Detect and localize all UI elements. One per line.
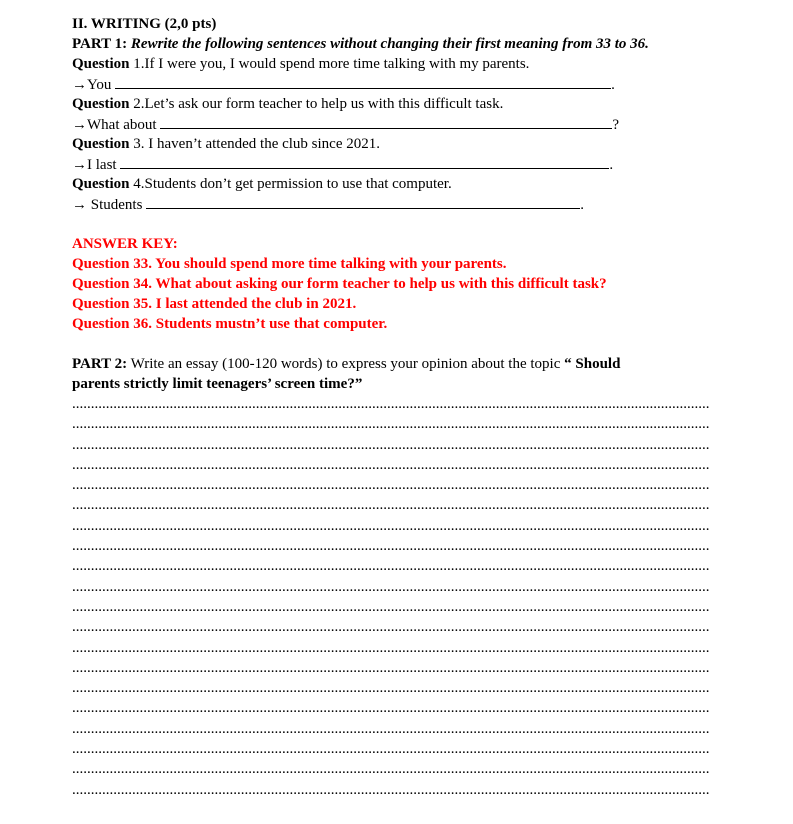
question-text: 2.Let’s ask our form teacher to help us with this difficult task.: [133, 96, 504, 112]
essay-dotted-line[interactable]: ..........................................................................................................................................................................: [72, 639, 710, 656]
essay-dotted-line[interactable]: ..........................................................................................................................................................................: [72, 578, 710, 595]
answer-prompt: →What about: [72, 117, 157, 133]
question-text: 3. I haven’t attended the club since 2021.: [133, 136, 380, 152]
essay-dotted-line[interactable]: ..........................................................................................................................................................................: [72, 416, 710, 433]
answer-blank[interactable]: [115, 74, 611, 89]
part1-heading: [72, 34, 752, 54]
answer-blank[interactable]: [146, 194, 580, 209]
essay-dotted-line[interactable]: ..........................................................................................................................................................................: [72, 517, 710, 534]
answer-prompt: →I last: [72, 157, 117, 173]
answer-blank[interactable]: [120, 154, 609, 169]
question-label: Question: [72, 56, 130, 72]
answer-end: .: [611, 77, 615, 93]
essay-dotted-line[interactable]: ..........................................................................................................................................................................: [72, 497, 710, 514]
part2-heading: [72, 354, 752, 374]
part1-instruction: Rewrite the following sentences without changing their first meaning from 33 to 36.: [130, 36, 649, 52]
part2-topic-start: “ Should: [564, 356, 621, 372]
answer-line-4: [72, 194, 752, 214]
answer-34: Question 34. What about asking our form teacher to help us with this difficult task?: [72, 276, 607, 292]
question-1: [72, 54, 752, 74]
part2-label: PART 2:: [72, 356, 128, 372]
answer-prompt: →You: [72, 77, 112, 93]
question-label: Question: [72, 96, 130, 112]
essay-dotted-line[interactable]: ..........................................................................................................................................................................: [72, 558, 710, 575]
question-3: [72, 134, 752, 154]
answer-line-2: [72, 114, 752, 134]
essay-dotted-line[interactable]: ..........................................................................................................................................................................: [72, 477, 710, 494]
essay-dotted-line[interactable]: ..........................................................................................................................................................................: [72, 781, 710, 798]
answer-end: .: [609, 157, 614, 173]
answer-line-1: [72, 74, 752, 94]
answer-33: Question 33. You should spend more time talking with your parents.: [72, 256, 507, 272]
question-label: Question: [72, 176, 130, 192]
part2-instruction: Write an essay (100-120 words) to express your opinion about the topic: [130, 356, 561, 372]
spacer: [72, 334, 752, 354]
answer-key-title: ANSWER KEY:: [72, 236, 178, 252]
question-label: Question: [72, 136, 130, 152]
question-4: [72, 174, 752, 194]
essay-dotted-line[interactable]: ..........................................................................................................................................................................: [72, 396, 710, 412]
part1-label: PART 1:: [72, 36, 128, 52]
essay-dotted-line[interactable]: ..........................................................................................................................................................................: [72, 659, 710, 676]
answer-end: ?: [612, 117, 619, 133]
question-text: 1.If I were you, I would spend more time talking with my parents.: [133, 56, 530, 72]
essay-dotted-line[interactable]: ..........................................................................................................................................................................: [72, 761, 710, 778]
answer-35: Question 35. I last attended the club in 2021.: [72, 296, 357, 312]
essay-dotted-line[interactable]: ..........................................................................................................................................................................: [72, 538, 710, 555]
spacer: [72, 214, 752, 234]
essay-dotted-line[interactable]: ..........................................................................................................................................................................: [72, 700, 710, 717]
question-text: 4.Students don’t get permission to use that computer.: [133, 176, 452, 192]
essay-dotted-line[interactable]: ..........................................................................................................................................................................: [72, 598, 710, 615]
essay-dotted-line[interactable]: ..........................................................................................................................................................................: [72, 456, 710, 473]
answer-prompt: → Students: [72, 197, 143, 213]
essay-dotted-line[interactable]: ..........................................................................................................................................................................: [72, 680, 710, 697]
part2-topic: parents strictly limit teenagers’ screen time?”: [72, 376, 363, 392]
essay-dotted-line[interactable]: ..........................................................................................................................................................................: [72, 436, 710, 453]
answer-36: Question 36. Students mustn’t use that computer.: [72, 316, 388, 332]
section-title: II. WRITING (2,0 pts): [72, 16, 217, 32]
answer-end: .: [580, 197, 584, 213]
essay-dotted-line[interactable]: ..........................................................................................................................................................................: [72, 619, 710, 636]
essay-dotted-line[interactable]: ..........................................................................................................................................................................: [72, 741, 710, 758]
question-2: [72, 94, 752, 114]
answer-line-3: [72, 154, 752, 174]
essay-writing-area[interactable]: [72, 394, 752, 800]
answer-blank[interactable]: [160, 114, 612, 129]
worksheet: [72, 14, 752, 800]
essay-dotted-line[interactable]: ..........................................................................................................................................................................: [72, 720, 710, 737]
